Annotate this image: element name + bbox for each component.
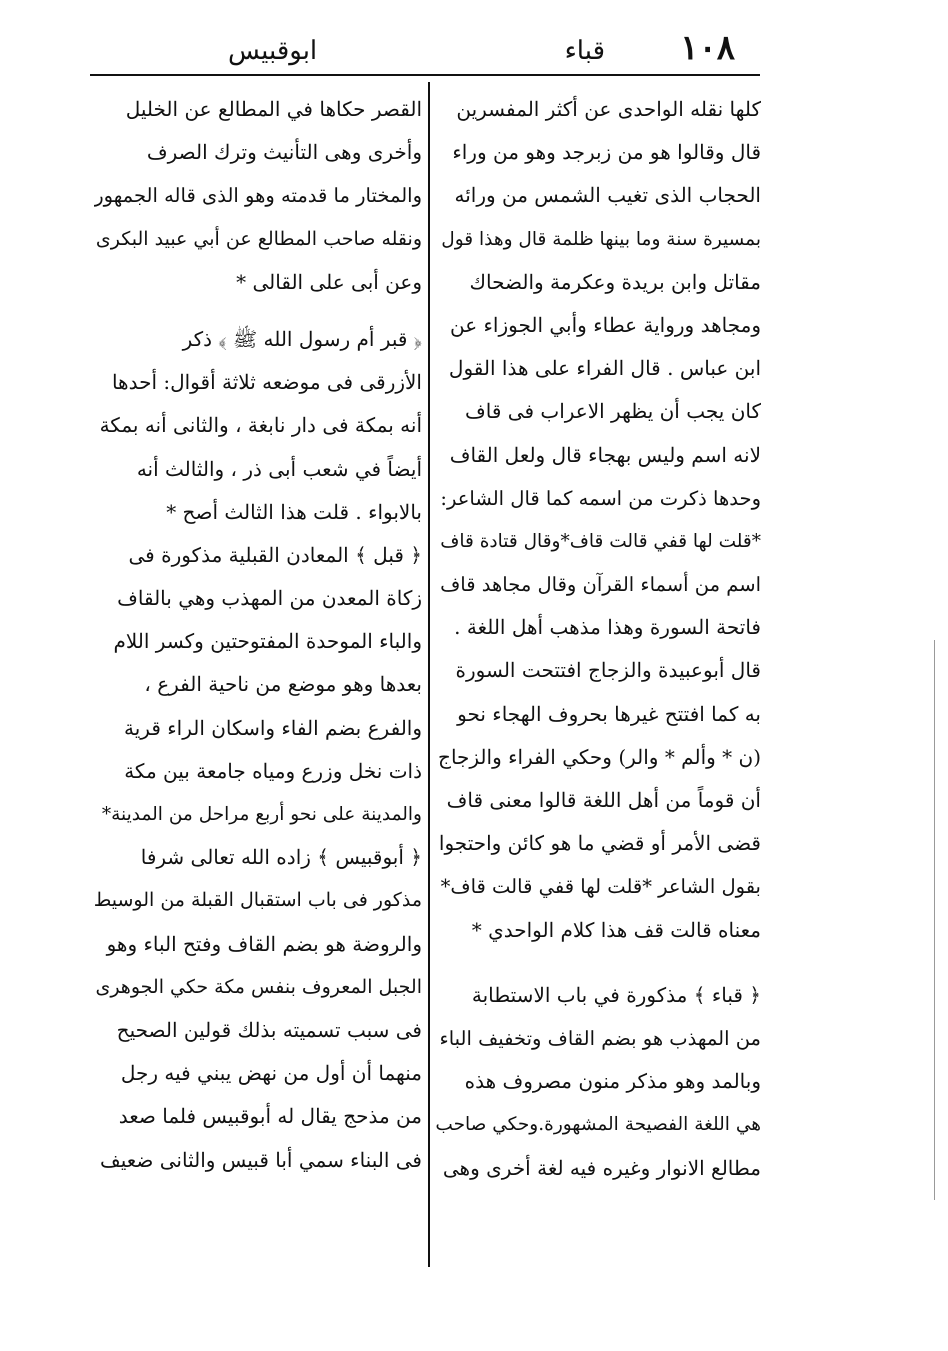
text-line: وحدها ذكرت من اسمه كما قال الشاعر:: [440, 486, 761, 510]
text-line: ونقله صاحب المطالع عن أبي عبيد البكرى: [95, 227, 422, 250]
text-line: الأزرقى فى موضعه ثلاثة أقوال: أحدها: [111, 370, 422, 395]
entry-heading-line: ﴿ قبر أم رسول الله ﷺ ﴾ ذكر: [182, 326, 422, 351]
text-line: من المهذب هو بضم القاف وتخفيف الباء: [439, 1026, 761, 1050]
text-line: *قلت لها قفي قالت قاف*وقال قتادة قاف: [440, 530, 761, 552]
text-line: لانه اسم وليس بهجاء قال ولعل القاف: [449, 442, 761, 467]
entry-gap: [94, 304, 422, 318]
running-title-left: ابوقبيس: [228, 36, 318, 66]
text-line: (ن * وألم * والر) وحكي الفراء والزجاج: [438, 744, 761, 769]
column-divider: [428, 82, 430, 1267]
page-header: [90, 20, 755, 80]
text-line: أنه بمكة فى دار نابغة ، والثانى أنه بمكة: [99, 413, 422, 438]
text-line: القصر حكاها في المطالع عن الخليل: [125, 97, 422, 121]
text-line: هي اللغة الفصيحة المشهورة.وحكي صاحب: [435, 1114, 761, 1136]
text-line: بمسيرة سنة وما بينها ظلمة قال وهذا قول: [441, 228, 761, 250]
text-line: منهما أن أول من نهض يبني فيه رجل: [120, 1061, 422, 1086]
text-line: ذات نخل وزرع ومياه جامعة بين مكة: [124, 758, 422, 783]
text-line: بالابواء . قلت هذا الثالث أصح *: [166, 499, 422, 524]
text-line: كلها نقله الواحدى عن أكثر المفسرين: [456, 97, 761, 121]
text-line: وأخرى وهى التأنيث وترك الصرف: [146, 140, 422, 165]
text-line: فى البناء سمي أبا قبيس والثانى ضعيف: [100, 1147, 422, 1172]
text-line: أن قوماً من أهل اللغة قالوا معنى قاف: [446, 788, 761, 812]
text-line: والمدينة على نحو أربع مراحل من المدينة*: [101, 804, 422, 825]
page-edge-line: [934, 640, 935, 1200]
text-line: أيضاً في شعب أبى ذر ، والثالث أنه: [136, 456, 422, 481]
entry-gap: [435, 952, 761, 974]
text-line: معناه قالت قف هذا كلام الواحدي *: [471, 917, 761, 942]
text-line: الحجاب الذى تغيب الشمس من ورائه: [454, 183, 761, 208]
page-number: ١٠٨: [680, 28, 735, 68]
text-line: زكاة المعدن من المهذب وهي بالقاف: [117, 586, 422, 611]
running-title-right: قباء: [564, 36, 605, 66]
text-line: والباء الموحدة المفتوحتين وكسر اللام: [113, 629, 422, 654]
text-line: كان يجب أن يظهر الاعراب فى قاف: [465, 399, 761, 424]
header-rule: [90, 74, 760, 76]
entry-heading-line: ﴿ قباء ﴾ مذكورة في باب الاستطابة: [471, 982, 761, 1007]
text-line: بقول الشاعر *قلت لها قفي قالت قاف*: [440, 875, 761, 899]
text-line: به كما افتتح غيرها بحروف الهجاء نحو: [457, 701, 761, 726]
right-column: [435, 88, 761, 1190]
text-line: فاتحة السورة وهذا مذهب أهل اللغة .: [454, 615, 761, 640]
entry-heading-line: ﴿ أبوقبيس ﴾ زاده الله تعالى شرفا: [140, 845, 422, 870]
text-line: ومجاهد ورواية عطاء وأبي الجوزاء عن: [450, 312, 761, 337]
text-line: اسم من أسماء القرآن وقال مجاهد قاف: [440, 573, 761, 597]
text-line: وعن أبى على القالى *: [236, 269, 422, 294]
text-line: والمختار ما قدمته وهو الذى قاله الجمهور: [94, 184, 422, 208]
text-line: بعدها وهو موضع من ناحية الفرع ،: [144, 672, 422, 697]
left-column: [94, 88, 422, 1182]
text-line: قضى الأمر أو قضي ما هو كائن واحتجوا: [438, 831, 761, 856]
text-line: قال أبوعبيدة والزجاج افتتحت السورة: [455, 658, 761, 683]
text-line: ابن عباس . قال الفراء على هذا القول: [448, 356, 761, 381]
text-line: والروضة هو بضم القاف وفتح الباء وهو: [106, 931, 422, 956]
text-line: فى سبب تسميته بذلك قولين الصحيح: [116, 1017, 422, 1042]
entry-heading-line: ﴿ قبل ﴾ المعادن القبلية مذكورة فى: [128, 542, 422, 567]
text-line: قال وقالوا هو من زبرجد وهو من وراء: [452, 140, 761, 165]
text-line: وبالمد وهو مذكر منون مصروف هذه: [464, 1069, 761, 1094]
text-line: الجبل المعروف بنفس مكة حكي الجوهرى: [95, 975, 422, 998]
text-line: مطالع الانوار وغيره فيه لغة أخرى وهى: [442, 1155, 761, 1180]
text-line: والفرع بضم الفاء واسكان الراء قرية: [124, 715, 422, 740]
text-line: مقاتل وابن بريدة وعكرمة والضحاك: [469, 269, 761, 294]
text-line: مذكور فى باب استقبال القبلة من الوسيط: [94, 889, 422, 912]
text-line: من مذحج يقال له أبوقبيس فلما صعد: [118, 1104, 422, 1129]
